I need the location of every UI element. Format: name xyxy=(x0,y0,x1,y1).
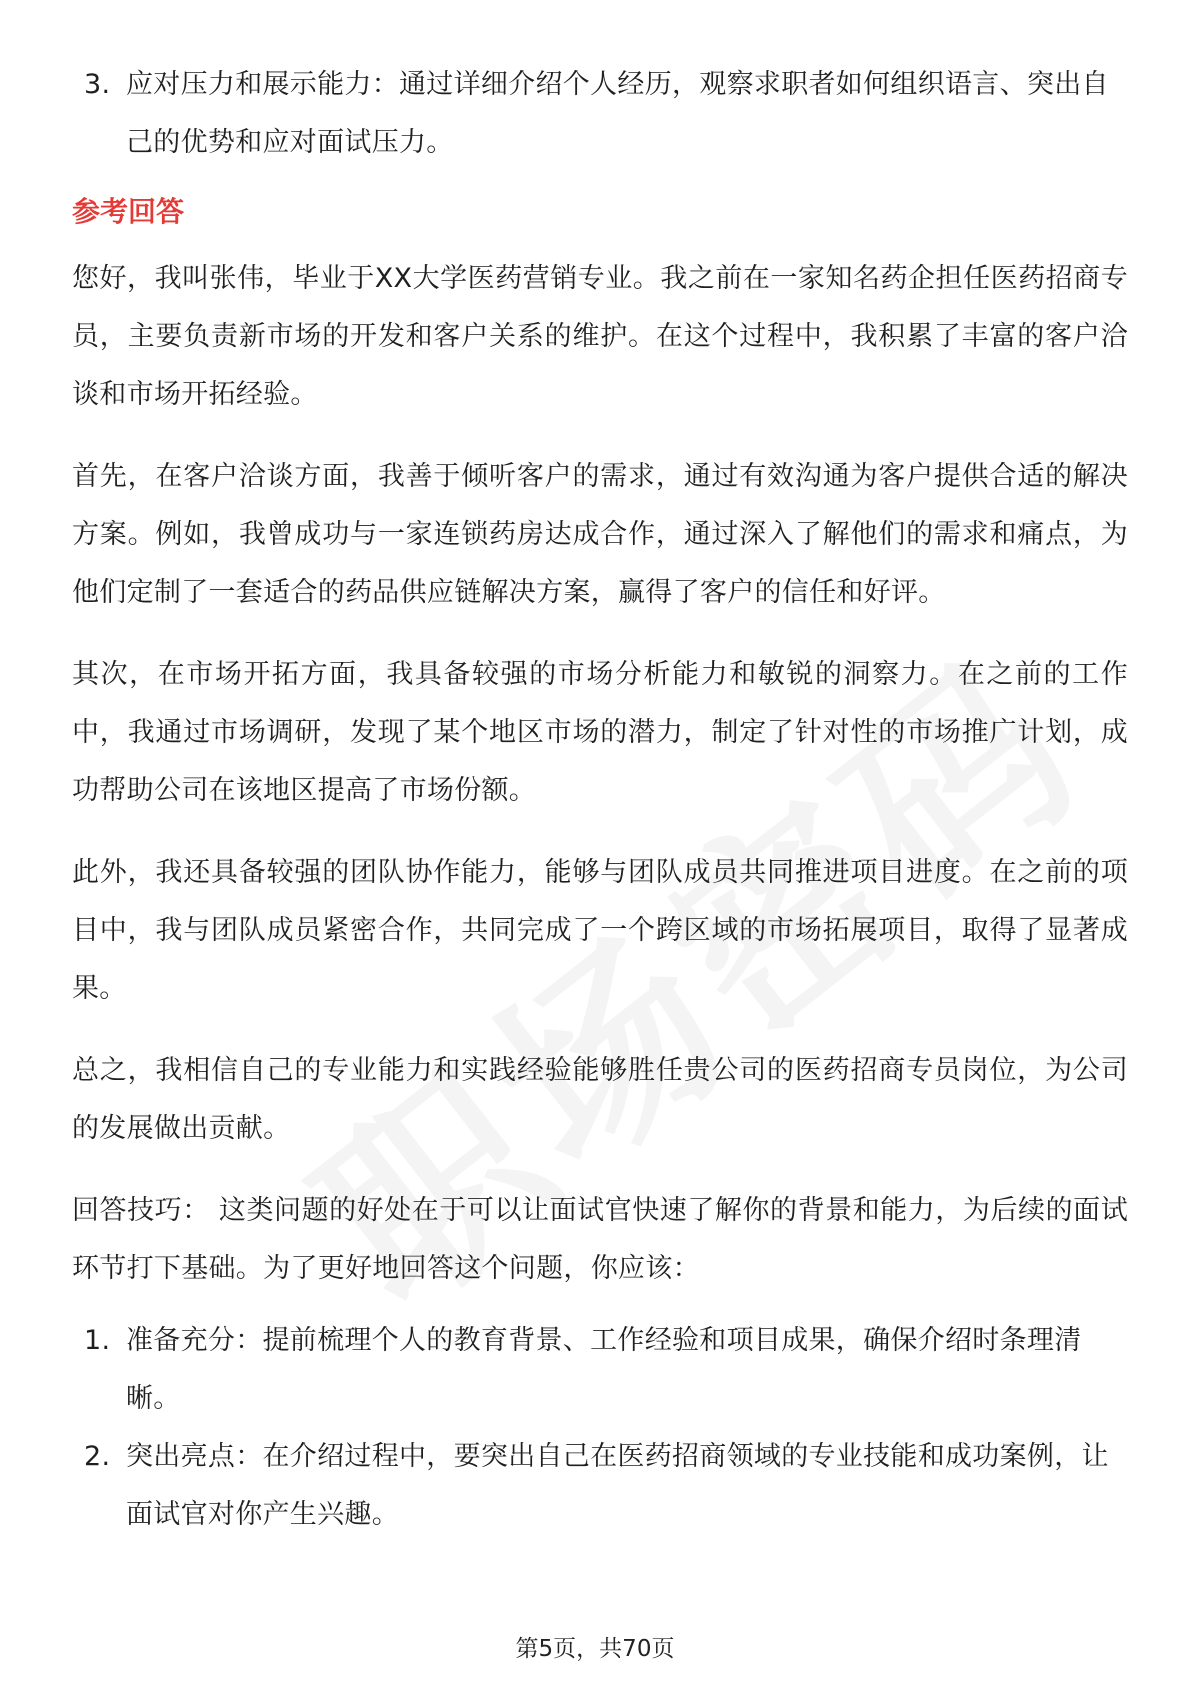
page-footer: 第5页，共70页 xyxy=(515,1636,675,1662)
reference-answer-heading: 参考回答 xyxy=(72,195,185,228)
list-text: 准备充分：提前梳理个人的教育背景、工作经验和项目成果，确保介绍时条理清晰。 xyxy=(126,1325,1082,1414)
list-text: 应对压力和展示能力：通过详细介绍个人经历，观察求职者如何组织语言、突出自己的优势和应对面试压力。 xyxy=(126,69,1109,158)
list-item xyxy=(72,56,1128,172)
list-number: 2. xyxy=(84,1441,111,1472)
list-item xyxy=(72,1428,1128,1544)
document-page xyxy=(72,56,1128,1544)
list-item xyxy=(72,1312,1128,1428)
list-number: 1. xyxy=(84,1325,111,1356)
answer-paragraph-conclusion: 总之，我相信自己的专业能力和实践经验能够胜任贵公司的医药招商专员岗位，为公司的发展做出贡献。 xyxy=(72,1055,1128,1144)
answer-paragraph-first: 首先，在客户洽谈方面，我善于倾听客户的需求，通过有效沟通为客户提供合适的解决方案。例如，我曾成功与一家连锁药房达成合作，通过深入了解他们的需求和痛点，为他们定制了一套适合的药品供应链解决方案，赢得了客户的信任和好评。 xyxy=(72,461,1128,608)
answer-tips: 回答技巧： 这类问题的好处在于可以让面试官快速了解你的背景和能力，为后续的面试环节打下基础。为了更好地回答这个问题，你应该： xyxy=(72,1195,1128,1284)
list-number: 3. xyxy=(84,69,111,100)
list-text: 突出亮点：在介绍过程中，要突出自己在医药招商领域的专业技能和成功案例，让面试官对你产生兴趣。 xyxy=(126,1441,1109,1530)
answer-paragraph-intro: 您好，我叫张伟，毕业于XX大学医药营销专业。我之前在一家知名药企担任医药招商专员，主要负责新市场的开发和客户关系的维护。在这个过程中，我积累了丰富的客户洽谈和市场开拓经验。 xyxy=(72,263,1128,410)
answer-paragraph-second: 其次，在市场开拓方面，我具备较强的市场分析能力和敏锐的洞察力。在之前的工作中，我通过市场调研，发现了某个地区市场的潜力，制定了针对性的市场推广计划，成功帮助公司在该地区提高了市场份额。 xyxy=(72,659,1128,806)
answer-paragraph-third: 此外，我还具备较强的团队协作能力，能够与团队成员共同推进项目进度。在之前的项目中，我与团队成员紧密合作，共同完成了一个跨区域的市场拓展项目，取得了显著成果。 xyxy=(72,857,1128,1004)
